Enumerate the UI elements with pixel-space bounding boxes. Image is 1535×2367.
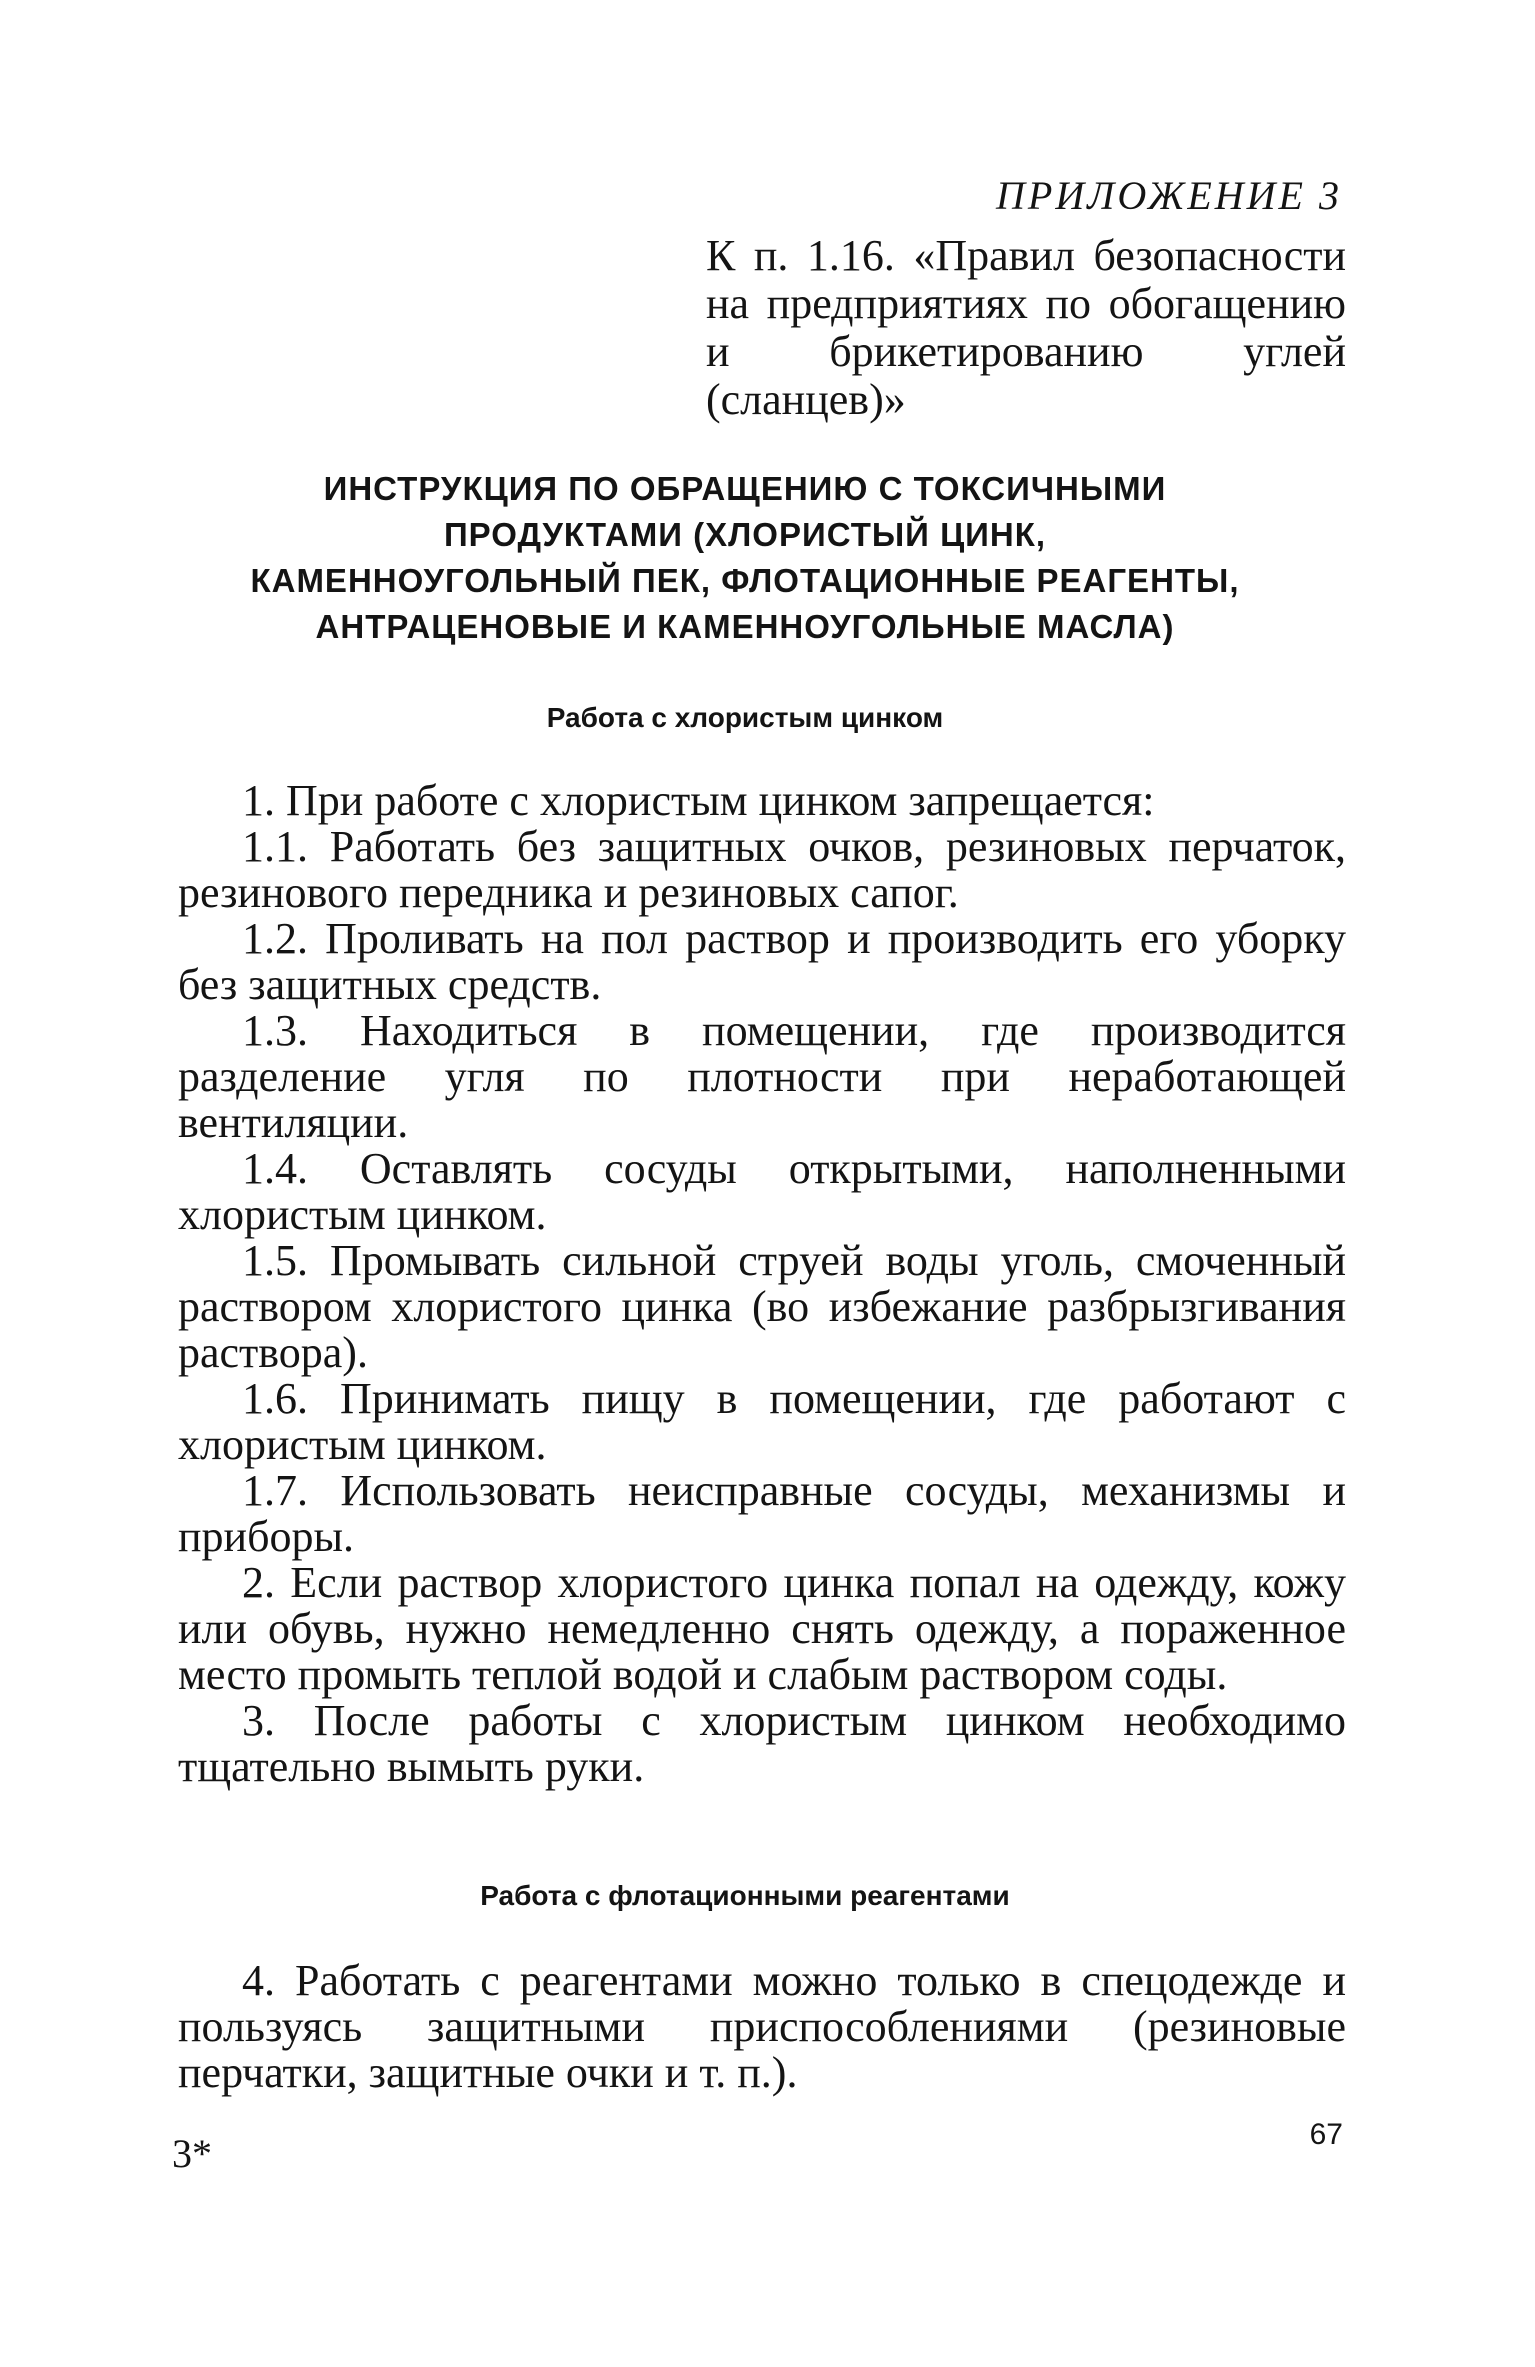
rules-reference: К п. 1.16. «Правил безопасности на предприятиях по обогащению и брикетированию углей (сланцев)» [706, 231, 1346, 424]
section-heading-flotation-reagents: Работа с флотационными реагентами [480, 1880, 1010, 1911]
title-line: КАМЕННОУГОЛЬНЫЙ ПЕК, ФЛОТАЦИОННЫЕ РЕАГЕНТЫ, [250, 562, 1240, 599]
paragraph: 3. После работы с хлористым цинком необходимо тщательно вымыть руки. [178, 1696, 1346, 1791]
page-number: 67 [1309, 2118, 1343, 2151]
title-line: ИНСТРУКЦИЯ ПО ОБРАЩЕНИЮ С ТОКСИЧНЫМИ [323, 470, 1167, 507]
paragraph: 2. Если раствор хлористого цинка попал на одежду, кожу или обувь, нужно немедленно снять одежду, а пораженное место промыть теплой водой и слабым раствором соды. [178, 1558, 1346, 1699]
paragraph: 1.7. Использовать неисправные сосуды, механизмы и приборы. [178, 1466, 1346, 1561]
section-heading-zinc-chloride: Работа с хлористым цинком [546, 702, 944, 733]
paragraph: 1.2. Проливать на пол раствор и производить его уборку без защитных средств. [178, 914, 1346, 1009]
title-line: АНТРАЦЕНОВЫЕ И КАМЕННОУГОЛЬНЫЕ МАСЛА) [315, 608, 1175, 645]
title-line: ПРОДУКТАМИ (ХЛОРИСТЫЙ ЦИНК, [443, 516, 1047, 553]
appendix-label: ПРИЛОЖЕНИЕ 3 [996, 173, 1342, 218]
paragraph: 4. Работать с реагентами можно только в спецодежде и пользуясь защитными приспособлениями (резиновые перчатки, защитные очки и т. п.). [178, 1956, 1346, 2097]
signature-mark: 3* [172, 2131, 212, 2176]
section-body-flotation-reagents [178, 1958, 1346, 2096]
paragraph: 1.5. Промывать сильной струей воды уголь, смоченный раствором хлористого цинка (во избежание разбрызгивания раствора). [178, 1236, 1346, 1377]
paragraph: 1.6. Принимать пищу в помещении, где работают с хлористым цинком. [178, 1374, 1346, 1469]
instruction-title [150, 466, 1340, 650]
section-body-zinc-chloride [178, 778, 1346, 1790]
paragraph: 1.3. Находиться в помещении, где производится разделение угля по плотности при неработающей вентиляции. [178, 1006, 1346, 1147]
paragraph: 1.1. Работать без защитных очков, резиновых перчаток, резинового передника и резиновых сапог. [178, 822, 1346, 917]
paragraph: 1.4. Оставлять сосуды открытыми, наполненными хлористым цинком. [178, 1144, 1346, 1239]
paragraph: 1. При работе с хлористым цинком запрещается: [242, 776, 1155, 825]
